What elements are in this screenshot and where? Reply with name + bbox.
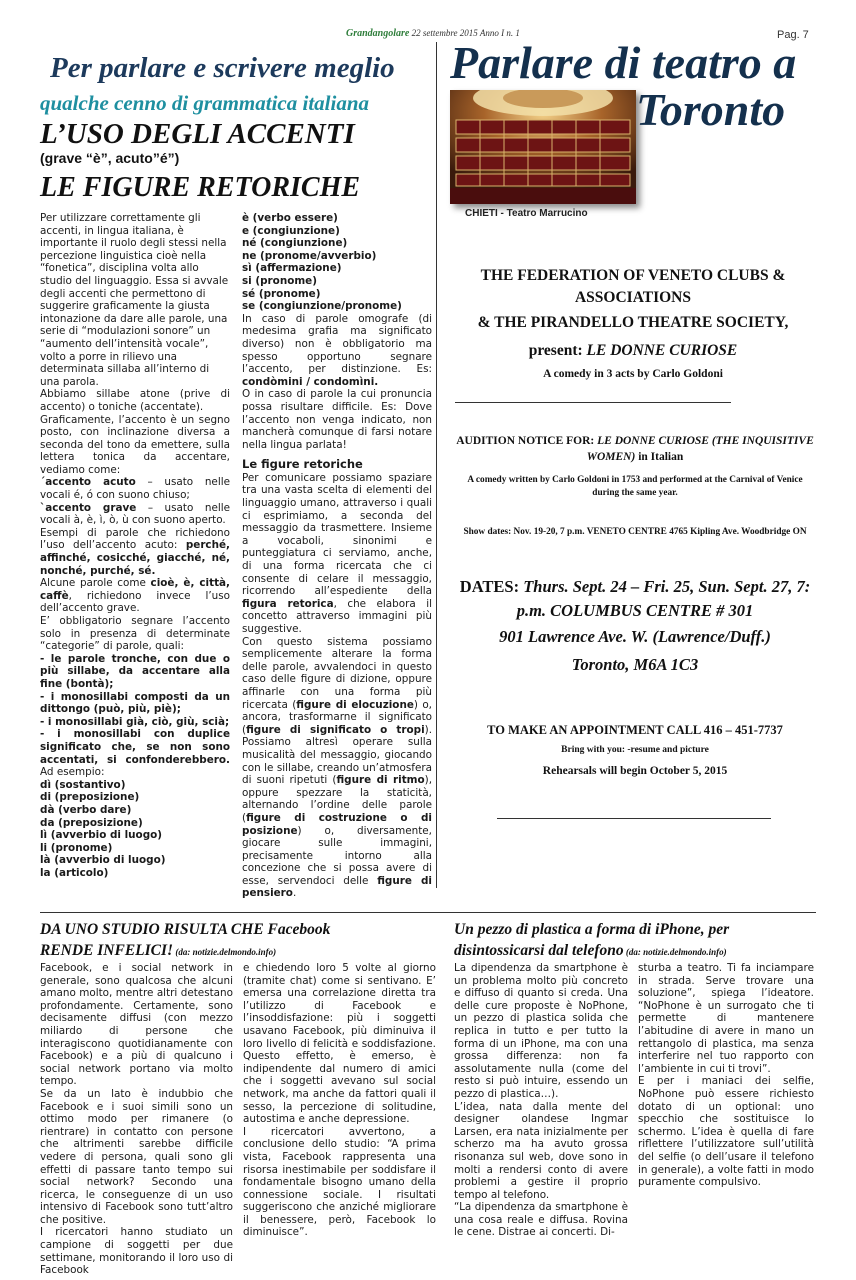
paragraph: Per utilizzare correttamente gli accenti, in lingua italiana, è importante il ruolo degli stessi nella percezione linguistica cioè nella “fonetica”, disciplina volta allo studio del linguaggio. Essa si avvale degli accenti che permettono di suggerire graficamente la giusta intonazione da dare alle parole, una serie di “modulazioni sonore” un “aumento dell’intensità vocale”, volto a porre in rilievo una determinata sillaba all’interno di una parola. <box>40 212 229 388</box>
right-title-line-2: Toronto <box>636 84 786 135</box>
left-column-2 <box>242 212 432 900</box>
term: figura retorica <box>242 597 334 610</box>
list-item <box>40 817 230 830</box>
facebook-column-1: Facebook, e i social network in generale, sono qualcosa che alcuni amano molto, mentre altri detestano profondamente. Certamente, sono decisamente diffusi (con mezzo miliardo di persone che interagiscono quotidianamente con Facebook) e a più di qualcuno i social network portano via molto tempo. Se da un lato è indubbio che Facebook e i suoi simili sono un ottimo modo per rimanere (o rientrare) in contatto con persone che altrimenti sarebbe difficile vedere di persona, quali sono gli effetti di passare tanto tempo sui social network? Secondo una ricerca, le conseguenze di un uso intensivo di Facebook sono tutt’altro che positive. I ricercatori hanno studiato un campione di soggetti per due settimane, monitorando il loro uso di Facebook <box>40 962 233 1277</box>
paragraph <box>40 476 230 501</box>
paragraph <box>242 636 432 900</box>
nophone-article-title <box>454 919 804 963</box>
facebook-column-2: e chiedendo loro 5 volte al giorno (tramite chat) come si sentivano. E’ emersa una correlazione diretta tra l’utilizzo di Facebook e l’insoddisfazione: più i soggetti usavano Facebook, più diminuiva il loro livello di felicità e soddisfazione. Questo effetto, è emerso, è indipendente dal numero di amici che i soggetti avevano sul social network, ma anche da fattori quali il sesso, la percezione di solitudine, autostima e anche depressione. I ricercatori avvertono, a conclusione dello studio: “A prima vista, Facebook rappresenta una risorsa inestimabile per soddisfare il fondamentale bisogno umano della connessione sociale. I risultati suggeriscono che anziché migliorare il benessere, però, Facebook lo diminuisce”. <box>243 962 436 1239</box>
term: perché, affinché, cosicché, giacché, né, nonché, purché, sé. <box>40 539 230 577</box>
text: ). Possiamo altresì operare sulla musicalità del messaggio, giocando con le sillabe, creando un’atmosfera di suoni ripetuti ( <box>242 723 432 787</box>
article-kicker: Per parlare e scrivere meglio <box>50 52 395 84</box>
term: figure di ritmo <box>336 774 425 787</box>
audition-language: in Italian <box>635 451 684 463</box>
audition-play: LE DONNE CURIOSE (THE INQUISITIVE WOMEN) <box>586 435 814 463</box>
paragraph: E’ obbligatorio segnare l’accento solo in presenza di determinate “categorie” di parole, quali: <box>40 615 230 653</box>
text: – usato nelle vocali é, ó con suono chiuso; <box>40 476 230 502</box>
text: – usato nelle vocali à, è, ì, ò, ù con suono aperto. <box>40 501 231 527</box>
rule-item <box>40 691 230 716</box>
term: condòmini / condomìni. <box>242 375 379 388</box>
comedy-history: A comedy written by Carlo Goldoni in 1753 and performed at the Carnival of Venice during the same year. <box>467 475 803 498</box>
term: figure di significato o tropi <box>246 723 425 736</box>
issue-info: 22 settembre 2015 Anno I n. 1 <box>411 28 520 38</box>
present-line <box>450 342 816 360</box>
term: né (congiunzione) <box>242 237 348 250</box>
list-item <box>40 829 230 842</box>
term: là (avverbio di luogo) <box>40 854 166 867</box>
term: - i monosillabi con duplice significato che, se non sono accentati, si confonderebbero. <box>40 728 230 766</box>
paragraph <box>242 313 432 389</box>
text: ) o, ancora, trasformarne il significato ( <box>242 698 432 736</box>
term: li (pronome) <box>40 841 113 854</box>
left-column-1 <box>40 212 230 879</box>
term: figure di costruzione o di posizione <box>242 811 432 837</box>
term: da (preposizione) <box>40 816 143 829</box>
list-item <box>40 854 230 867</box>
source: (da: notizie.delmondo.info) <box>173 947 277 957</box>
term: di (preposizione) <box>40 791 140 804</box>
list-item <box>242 212 432 225</box>
article-title: L’USO DEGLI ACCENTI <box>40 118 355 150</box>
term: - le parole tronche, con due o più sillabe, da accentare alla fine (bontà); <box>40 652 230 690</box>
list-item <box>242 262 432 275</box>
rule-item <box>40 716 230 729</box>
comedy-line: A comedy in 3 acts by Carlo Goldoni <box>543 368 723 380</box>
text: . <box>292 887 297 900</box>
term: dì (sostantivo) <box>40 778 126 791</box>
rule-item <box>40 653 230 691</box>
brand-name: Grandangolare <box>346 28 410 39</box>
nophone-column-2: sturba a teatro. Ti fa inciampare in strada. Serve trovare una soluzione”, spiega l’ideatore. “NoPhone è un surrogato che ti permette di mantenere l’abitudine di avere in mano un rettangolo di plastica, ma senza interferire nel tuo rapporto con l’ambiente in cui ti trovi”. E per i maniaci dei selfie, NoPhone può essere richiesto dotato di un optional: uno specchio che sostituisce lo schermo. L’idea è quella di fare riflettere l’utilizzatore sull’utilità del selfie (o dell’usare il telefono in generale), a volte fatti in modo puramente compulsivo. <box>638 962 814 1189</box>
term: ´accento acuto <box>40 476 136 489</box>
term: è (verbo essere) <box>242 212 338 224</box>
column-divider <box>436 42 437 888</box>
term: sé (pronome) <box>242 287 321 300</box>
term: figure di pensiero <box>242 874 432 900</box>
address-line-2: Toronto, M6A 1C3 <box>571 655 699 674</box>
article-subtitle: (grave “è”, acuto”é”) <box>40 150 180 166</box>
paragraph: O in caso di parole la cui pronuncia possa risultare difficile. Es: Dove l’accento non venga indicato, non mancherà comunque di farsi notare nella lingua parlata! <box>242 388 432 451</box>
list-item <box>242 288 432 301</box>
term: si (pronome) <box>242 274 317 287</box>
term: - i monosillabi composti da un dittongo (può, più, piè); <box>40 690 230 716</box>
rehearsals-note: Rehearsals will begin October 5, 2015 <box>542 765 728 777</box>
term: - i monosillabi già, ciò, giù, scià; <box>40 715 230 728</box>
play-title: LE DONNE CURIOSE <box>586 342 738 359</box>
page-number: Pag. 7 <box>777 29 809 41</box>
term: lì (avverbio di luogo) <box>40 829 163 842</box>
list-item <box>242 237 432 250</box>
theatre-illustration <box>450 90 636 204</box>
term: e (congiunzione) <box>242 224 340 237</box>
rule-item <box>40 728 230 778</box>
article-subkicker: qualche cenno di grammatica italiana <box>40 91 370 115</box>
list-item <box>242 275 432 288</box>
paragraph <box>40 577 230 615</box>
text: ) o, diversamente, giocare sulle immagini, precisamente intorno alla concezione che si possa avere di esse, servendoci delle <box>242 824 432 887</box>
headline: Un pezzo di plastica a forma di iPhone, per disintossicarsi dal telefono <box>454 921 730 959</box>
appointment-call: TO MAKE AN APPOINTMENT CALL 416 – 451-7737 <box>487 723 783 737</box>
text: , richiedono invece l’uso dell’accento grave. <box>40 589 230 615</box>
federation-name: THE FEDERATION OF VENETO CLUBS & ASSOCIATIONS <box>480 267 786 306</box>
bring-note: Bring with you: -resume and picture <box>561 745 709 755</box>
text: In caso di parole omografe (di medesima grafia ma significato diverso) non è obbligatorio ma spesso opportuno segnare l’accento, per distinzione. Es: <box>242 312 432 376</box>
term: ne (pronome/avverbio) <box>242 249 377 262</box>
term: la (articolo) <box>40 866 109 879</box>
section-heading: Le figure retoriche <box>242 457 363 472</box>
paragraph: Abbiamo sillabe atone (prive di accento) o toniche (accentate). <box>40 388 230 413</box>
list-item <box>242 225 432 238</box>
paragraph <box>40 502 230 527</box>
list-item <box>40 779 230 792</box>
term: `accento grave <box>40 501 137 514</box>
list-item <box>40 867 230 880</box>
text: ), oppure spezzare la staticità, alternando l’ordine delle parole ( <box>242 774 433 824</box>
photo-caption: CHIETI - Teatro Marrucino <box>465 208 588 219</box>
dates-text: Thurs. Sept. 24 – Fri. 25, Sun. Sept. 27, 7: p.m. COLUMBUS CENTRE # 301 <box>516 577 811 620</box>
text: , che elabora il concetto attraverso immagini più suggestive. <box>242 597 432 635</box>
section-divider <box>40 912 816 913</box>
theatre-photo <box>450 90 636 204</box>
paragraph <box>242 472 432 636</box>
text: Ad esempio: <box>40 766 105 779</box>
dates-label: DATES: <box>459 577 524 596</box>
term: cioè, è, città, caffè <box>40 577 230 602</box>
paragraph <box>40 527 230 577</box>
text: Per comunicare possiamo spaziare tra una vasta scelta di elementi del linguaggio umano, attraverso i quali ci esprimiamo, a seconda del messaggio da trasmettere. Insieme a vocaboli, sinonimi e punteggiatura ci serviamo, anche, di una forma ricercata che ci consente di celare il messaggio, ricorrendo all’espediente della <box>242 471 432 598</box>
article-title-2: LE FIGURE RETORICHE <box>40 172 361 203</box>
term: sì (affermazione) <box>242 262 342 275</box>
right-title-line-1: Parlare di teatro a <box>450 37 797 88</box>
term: figure di elocuzione <box>296 698 414 711</box>
audition-notice <box>455 433 815 465</box>
divider-line <box>497 818 771 819</box>
address-line-1: 901 Lawrence Ave. W. (Lawrence/Duff.) <box>499 627 771 646</box>
paragraph: Graficamente, l’accento è un segno posto, con inclinazione diversa a seconda del tono da emettere, sulla lettera tonica da accentare, vediamo come: <box>40 413 230 476</box>
term: se (congiunzione/pronome) <box>242 300 402 313</box>
list-item <box>242 250 432 263</box>
audition-dates <box>455 575 815 623</box>
nophone-column-1: La dipendenza da smartphone è un problema molto più concreto e diffuso di quanto si creda. Una delle cure proposte è NoPhone, un pezzo di plastica solida che replica in tutto e per tutto la forma di un iPhone, ma con una grossa differenza: non fa assolutamente nulla (come del resto si può intuire, essendo un pezzo di plastica…). L’idea, nata dalla mente del designer olandese Ingmar Larsen, era nata inizialmente per scherzo ma ha avuto grossa risonanza sul web, dove sono in molti a rendersi conto di avere problemi a gestire il proprio tempo al telefono. “La dipendenza da smartphone è una cosa reale e diffusa. Rovina le cene. Distrae ai concerti. Di- <box>454 962 628 1239</box>
list-item <box>40 842 230 855</box>
term: dà (verbo dare) <box>40 803 132 816</box>
text: Alcune parole come <box>40 577 151 590</box>
present-label: present: <box>528 342 587 359</box>
divider-line <box>455 402 731 403</box>
headline: DA UNO STUDIO RISULTA CHE Facebook RENDE INFELICI! <box>40 921 331 959</box>
facebook-article-title <box>40 919 380 963</box>
text: Esempi di parole che richiedono l’uso dell’accento acuto: <box>40 526 230 552</box>
show-dates: Show dates: Nov. 19-20, 7 p.m. VENETO CENTRE 4765 Kipling Ave. Woodbridge ON <box>463 527 807 537</box>
text: Con questo sistema possiamo semplicemente alterare la forma delle parole, avvalendoci in questo caso delle figure di dizione, oppure affinarle con una forma più ricercata ( <box>242 635 432 711</box>
list-item <box>40 804 230 817</box>
list-item <box>40 791 230 804</box>
source: (da: notizie.delmondo.info) <box>623 947 727 957</box>
theatre-society: & THE PIRANDELLO THEATRE SOCIETY, <box>477 314 789 331</box>
list-item <box>242 300 432 313</box>
audition-label: AUDITION NOTICE FOR: <box>456 435 598 447</box>
